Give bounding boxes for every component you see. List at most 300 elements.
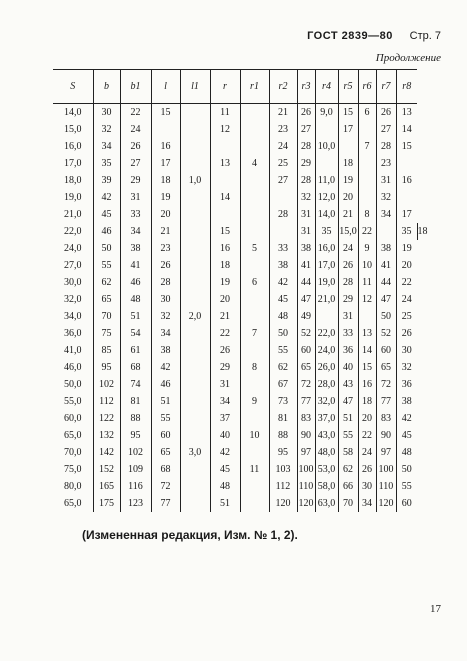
table-cell: 18,0 bbox=[64, 175, 82, 186]
table-row bbox=[53, 138, 428, 155]
table-cell: 15 bbox=[396, 138, 417, 155]
table-cell: 30 bbox=[358, 478, 376, 495]
continuation-label: Продолжение bbox=[375, 52, 441, 64]
table-cell bbox=[358, 189, 376, 206]
table-cell: 43,0 bbox=[315, 427, 338, 444]
table-cell: 25 bbox=[269, 155, 297, 172]
table-cell: 34 bbox=[120, 223, 151, 240]
column-header: r2 bbox=[269, 70, 297, 104]
table-cell: 13 bbox=[396, 104, 417, 122]
table-cell: 43 bbox=[338, 376, 358, 393]
table-cell: 36 bbox=[396, 376, 417, 393]
table-cell: 85 bbox=[93, 342, 120, 359]
table-cell: 29 bbox=[338, 291, 358, 308]
table-cell: 102 bbox=[120, 444, 151, 461]
table-cell: 52 bbox=[376, 325, 396, 342]
revision-note: (Измененная редакция, Изм. № 1, 2). bbox=[82, 528, 298, 542]
table-cell: 77 bbox=[151, 495, 180, 512]
column-header: b1 bbox=[120, 70, 151, 104]
table-cell bbox=[240, 104, 269, 122]
table-cell: 65,0 bbox=[64, 430, 82, 441]
table-cell: 70 bbox=[338, 495, 358, 512]
table-cell: 90 bbox=[376, 427, 396, 444]
table-row bbox=[53, 359, 428, 376]
table-cell: 116 bbox=[120, 478, 151, 495]
table-cell: 65,0 bbox=[64, 498, 82, 509]
table-cell: 26 bbox=[120, 138, 151, 155]
table-cell: 88 bbox=[269, 427, 297, 444]
table-cell: 6 bbox=[240, 274, 269, 291]
table-cell: 81 bbox=[269, 410, 297, 427]
table-cell: 50 bbox=[376, 308, 396, 325]
table-cell: 16 bbox=[151, 138, 180, 155]
table-row bbox=[53, 291, 428, 308]
table-cell: 16 bbox=[210, 240, 240, 257]
table-row bbox=[53, 461, 428, 478]
table-cell: 34 bbox=[151, 325, 180, 342]
table-cell: 15 bbox=[151, 104, 180, 122]
table-cell: 40 bbox=[210, 427, 240, 444]
table-cell: 41,0 bbox=[64, 345, 82, 356]
table-cell bbox=[210, 172, 240, 189]
table-cell: 38 bbox=[120, 240, 151, 257]
table-row bbox=[53, 427, 428, 444]
table-cell: 55 bbox=[93, 257, 120, 274]
table-cell: 32,0 bbox=[64, 294, 82, 305]
table-cell: 70 bbox=[93, 308, 120, 325]
table-cell: 10 bbox=[358, 257, 376, 274]
table-cell: 21,0 bbox=[64, 209, 82, 220]
table-cell: 83 bbox=[297, 410, 315, 427]
table-cell: 55 bbox=[396, 478, 417, 495]
table-cell: 17,0 bbox=[64, 158, 82, 169]
table-cell: 37 bbox=[210, 410, 240, 427]
table-cell: 22,0 bbox=[64, 226, 82, 237]
table-cell: 45 bbox=[210, 461, 240, 478]
table-cell: 19,0 bbox=[315, 274, 338, 291]
table-cell bbox=[180, 189, 210, 206]
table-cell: 28 bbox=[338, 274, 358, 291]
table-cell: 95 bbox=[120, 427, 151, 444]
table-cell: 15 bbox=[358, 359, 376, 376]
table-cell: 10 bbox=[240, 427, 269, 444]
table-cell: 75 bbox=[93, 325, 120, 342]
table-cell: 19 bbox=[151, 189, 180, 206]
table-cell: 54 bbox=[120, 325, 151, 342]
table-row bbox=[53, 376, 428, 393]
table-cell: 88 bbox=[120, 410, 151, 427]
table-cell bbox=[180, 410, 210, 427]
table-cell bbox=[358, 121, 376, 138]
table-cell: 51 bbox=[210, 495, 240, 512]
table-cell bbox=[358, 155, 376, 172]
table-cell: 21,0 bbox=[315, 291, 338, 308]
table-cell: 18 bbox=[210, 257, 240, 274]
table-cell: 26 bbox=[338, 257, 358, 274]
table-cell bbox=[358, 308, 376, 325]
table-cell: 14 bbox=[396, 121, 417, 138]
table-cell: 51 bbox=[338, 410, 358, 427]
table-cell bbox=[210, 206, 240, 223]
table-cell: 31 bbox=[338, 308, 358, 325]
table-cell: 19 bbox=[338, 172, 358, 189]
table-cell: 27 bbox=[269, 172, 297, 189]
table-cell: 30 bbox=[151, 291, 180, 308]
table-cell: 28 bbox=[269, 206, 297, 223]
column-header: r5 bbox=[338, 70, 358, 104]
table-cell: 30 bbox=[93, 104, 120, 122]
table-row bbox=[53, 172, 428, 189]
table-cell: 67 bbox=[269, 376, 297, 393]
table-cell: 6 bbox=[358, 104, 376, 122]
table-cell: 9 bbox=[358, 240, 376, 257]
column-header: r3 bbox=[297, 70, 315, 104]
table-cell: 142 bbox=[93, 444, 120, 461]
table-cell: 95 bbox=[269, 444, 297, 461]
table-cell: 22 bbox=[358, 427, 376, 444]
table-cell: 42 bbox=[210, 444, 240, 461]
column-header: r7 bbox=[376, 70, 396, 104]
column-header: r6 bbox=[358, 70, 376, 104]
table-cell: 46 bbox=[120, 274, 151, 291]
table-cell: 19 bbox=[210, 274, 240, 291]
table-cell: 45 bbox=[396, 427, 417, 444]
table-cell: 24 bbox=[269, 138, 297, 155]
table-cell: 34 bbox=[376, 206, 396, 223]
table-cell: 8 bbox=[240, 359, 269, 376]
table-cell: 123 bbox=[120, 495, 151, 512]
table-cell: 120 bbox=[297, 495, 315, 512]
table-cell: 34,0 bbox=[64, 311, 82, 322]
table-cell bbox=[240, 223, 269, 240]
table-cell: 36 bbox=[338, 342, 358, 359]
table-cell: 152 bbox=[93, 461, 120, 478]
table-cell: 75,0 bbox=[64, 464, 82, 475]
table-cell: 8 bbox=[358, 206, 376, 223]
table-body bbox=[53, 104, 428, 513]
table-cell: 9,0 bbox=[315, 104, 338, 122]
table-cell: 15,0 bbox=[64, 124, 82, 135]
table-cell: 17 bbox=[338, 121, 358, 138]
table-cell: 18 bbox=[151, 172, 180, 189]
table-cell: 28 bbox=[297, 138, 315, 155]
table-cell bbox=[315, 308, 338, 325]
table-cell bbox=[240, 189, 269, 206]
page-label: Стр. 7 bbox=[409, 30, 441, 42]
table-cell: 65 bbox=[376, 359, 396, 376]
table-cell: 14 bbox=[210, 189, 240, 206]
table-cell: 48 bbox=[396, 444, 417, 461]
table-cell: 31 bbox=[297, 223, 315, 240]
table-cell bbox=[240, 342, 269, 359]
table-cell: 102 bbox=[93, 376, 120, 393]
table-cell: 35 bbox=[396, 223, 417, 240]
table-row bbox=[53, 240, 428, 257]
table-cell: 32 bbox=[151, 308, 180, 325]
table-cell: 55 bbox=[151, 410, 180, 427]
table-row bbox=[53, 155, 428, 172]
table-cell: 42 bbox=[269, 274, 297, 291]
table-cell: 47 bbox=[338, 393, 358, 410]
table-cell: 97 bbox=[376, 444, 396, 461]
table-cell: 80,0 bbox=[64, 481, 82, 492]
table-cell: 20 bbox=[210, 291, 240, 308]
table-cell: 97 bbox=[297, 444, 315, 461]
table-cell: 50 bbox=[396, 461, 417, 478]
table-cell: 58,0 bbox=[315, 478, 338, 495]
table-cell: 21 bbox=[151, 223, 180, 240]
table-cell: 14,0 bbox=[315, 206, 338, 223]
table-cell: 90 bbox=[297, 427, 315, 444]
table-cell bbox=[269, 223, 297, 240]
table-cell: 26 bbox=[210, 342, 240, 359]
table-cell bbox=[180, 495, 210, 512]
table-cell: 109 bbox=[120, 461, 151, 478]
table-cell bbox=[180, 138, 210, 155]
table-cell: 62 bbox=[93, 274, 120, 291]
table-cell: 23 bbox=[269, 121, 297, 138]
table-row bbox=[53, 104, 428, 122]
table-cell: 27,0 bbox=[64, 260, 82, 271]
table-cell: 22,0 bbox=[315, 325, 338, 342]
table-cell: 17 bbox=[151, 155, 180, 172]
table-cell bbox=[240, 172, 269, 189]
table-cell bbox=[180, 359, 210, 376]
table-cell: 51 bbox=[151, 393, 180, 410]
table-cell: 60 bbox=[376, 342, 396, 359]
table-cell: 122 bbox=[93, 410, 120, 427]
table-cell: 31 bbox=[120, 189, 151, 206]
table-cell: 26 bbox=[151, 257, 180, 274]
table-cell: 22 bbox=[120, 104, 151, 122]
table-cell: 46,0 bbox=[64, 362, 82, 373]
table-cell: 44 bbox=[376, 274, 396, 291]
table-cell: 19 bbox=[396, 240, 417, 257]
table-cell: 27 bbox=[376, 121, 396, 138]
table-cell: 29 bbox=[297, 155, 315, 172]
table-row bbox=[53, 444, 428, 461]
table-cell: 33 bbox=[269, 240, 297, 257]
table-cell: 20 bbox=[151, 206, 180, 223]
table-cell: 175 bbox=[93, 495, 120, 512]
table-cell: 15 bbox=[210, 223, 240, 240]
table-cell: 41 bbox=[297, 257, 315, 274]
table-cell: 31 bbox=[297, 206, 315, 223]
table-cell: 18 bbox=[358, 393, 376, 410]
table-cell: 28 bbox=[151, 274, 180, 291]
table-cell: 17 bbox=[396, 206, 417, 223]
table-cell: 21 bbox=[338, 206, 358, 223]
table-cell bbox=[240, 376, 269, 393]
table-cell: 39 bbox=[93, 172, 120, 189]
table-cell bbox=[240, 495, 269, 512]
table-cell: 63,0 bbox=[315, 495, 338, 512]
table-cell bbox=[240, 138, 269, 155]
table-row bbox=[53, 257, 428, 274]
table-cell: 65 bbox=[297, 359, 315, 376]
table-row bbox=[53, 308, 428, 325]
table-cell: 55,0 bbox=[64, 396, 82, 407]
table-cell: 21 bbox=[269, 104, 297, 122]
table-cell bbox=[180, 427, 210, 444]
table-row bbox=[53, 495, 428, 512]
table-cell bbox=[180, 223, 210, 240]
table-cell bbox=[180, 291, 210, 308]
table-cell: 20 bbox=[358, 410, 376, 427]
table-cell: 77 bbox=[297, 393, 315, 410]
table-cell bbox=[396, 155, 417, 172]
table-row bbox=[53, 325, 428, 342]
table-cell: 61 bbox=[120, 342, 151, 359]
table-cell: 5 bbox=[240, 240, 269, 257]
table-cell: 16 bbox=[396, 172, 417, 189]
table-cell: 16,0 bbox=[64, 141, 82, 152]
table-row bbox=[53, 342, 428, 359]
table-cell: 21 bbox=[210, 308, 240, 325]
table-cell: 83 bbox=[376, 410, 396, 427]
table-row bbox=[53, 223, 428, 240]
table-cell: 65 bbox=[151, 444, 180, 461]
table-cell bbox=[180, 376, 210, 393]
table-cell: 60 bbox=[151, 427, 180, 444]
column-header: r8 bbox=[396, 70, 417, 104]
table-cell: 24 bbox=[358, 444, 376, 461]
table-cell bbox=[180, 206, 210, 223]
table-cell: 13 bbox=[210, 155, 240, 172]
table-cell: 27 bbox=[297, 121, 315, 138]
table-cell: 42 bbox=[396, 410, 417, 427]
table-cell: 28 bbox=[376, 138, 396, 155]
table-cell bbox=[358, 172, 376, 189]
table-cell: 62 bbox=[269, 359, 297, 376]
table-cell bbox=[240, 444, 269, 461]
table-cell bbox=[180, 342, 210, 359]
table-cell: 77 bbox=[376, 393, 396, 410]
table-cell: 45 bbox=[93, 206, 120, 223]
table-cell bbox=[180, 274, 210, 291]
table-cell: 26 bbox=[297, 104, 315, 122]
column-header: S bbox=[53, 70, 93, 104]
table-cell: 15 bbox=[338, 104, 358, 122]
table-cell: 48,0 bbox=[315, 444, 338, 461]
table-cell: 17,0 bbox=[315, 257, 338, 274]
table-cell: 48 bbox=[269, 308, 297, 325]
table-cell: 38 bbox=[396, 393, 417, 410]
table-cell: 35 bbox=[93, 155, 120, 172]
table-cell: 23 bbox=[151, 240, 180, 257]
table-cell: 31 bbox=[376, 172, 396, 189]
column-header: r4 bbox=[315, 70, 338, 104]
table-cell: 22 bbox=[396, 274, 417, 291]
table-cell: 26 bbox=[376, 104, 396, 122]
table-row bbox=[53, 478, 428, 495]
table-cell: 10,0 bbox=[315, 138, 338, 155]
table-cell: 65 bbox=[93, 291, 120, 308]
table-cell: 24 bbox=[396, 291, 417, 308]
table-cell: 38 bbox=[151, 342, 180, 359]
table-cell: 33 bbox=[338, 325, 358, 342]
table-cell bbox=[240, 291, 269, 308]
table-cell: 66 bbox=[338, 478, 358, 495]
table-cell: 50 bbox=[269, 325, 297, 342]
table-cell: 47 bbox=[376, 291, 396, 308]
table-cell: 18 bbox=[338, 155, 358, 172]
table-cell bbox=[240, 478, 269, 495]
table-cell: 42 bbox=[93, 189, 120, 206]
table-cell bbox=[180, 325, 210, 342]
table-cell: 81 bbox=[120, 393, 151, 410]
table-cell: 34 bbox=[358, 495, 376, 512]
table-cell: 1,0 bbox=[180, 172, 210, 189]
table-cell bbox=[210, 138, 240, 155]
table-cell: 25 bbox=[396, 308, 417, 325]
table-cell: 32 bbox=[376, 189, 396, 206]
table-cell: 9 bbox=[240, 393, 269, 410]
table-cell: 24 bbox=[120, 121, 151, 138]
table-cell bbox=[269, 189, 297, 206]
table-cell: 15,0 bbox=[338, 223, 358, 240]
table-cell: 26 bbox=[396, 325, 417, 342]
table-row bbox=[53, 410, 428, 427]
page-header bbox=[307, 30, 441, 42]
table-cell: 26 bbox=[358, 461, 376, 478]
table-cell bbox=[315, 155, 338, 172]
column-header: r bbox=[210, 70, 240, 104]
table-cell: 20 bbox=[338, 189, 358, 206]
table-cell: 11,0 bbox=[315, 172, 338, 189]
table-cell: 58 bbox=[338, 444, 358, 461]
table-cell: 24,0 bbox=[315, 342, 338, 359]
table-cell: 95 bbox=[93, 359, 120, 376]
standard-number: ГОСТ 2839—80 bbox=[307, 30, 393, 42]
table-cell: 4 bbox=[240, 155, 269, 172]
table-cell bbox=[240, 410, 269, 427]
table-cell: 31 bbox=[210, 376, 240, 393]
table-cell: 7 bbox=[358, 138, 376, 155]
table-cell bbox=[180, 155, 210, 172]
table-row bbox=[53, 206, 428, 223]
table-cell: 45 bbox=[269, 291, 297, 308]
table-cell: 100 bbox=[376, 461, 396, 478]
table-row bbox=[53, 121, 428, 138]
table-cell bbox=[180, 461, 210, 478]
table-cell: 46 bbox=[93, 223, 120, 240]
table-cell: 23 bbox=[376, 155, 396, 172]
table-cell: 72 bbox=[297, 376, 315, 393]
table-cell: 33 bbox=[120, 206, 151, 223]
table-cell: 41 bbox=[376, 257, 396, 274]
table-cell: 29 bbox=[120, 172, 151, 189]
table-cell: 120 bbox=[269, 495, 297, 512]
table-cell: 12 bbox=[210, 121, 240, 138]
table-cell: 13 bbox=[358, 325, 376, 342]
table-cell: 11 bbox=[240, 461, 269, 478]
table-cell: 14,0 bbox=[64, 107, 82, 118]
table-row bbox=[53, 393, 428, 410]
table-cell: 72 bbox=[151, 478, 180, 495]
column-header: r1 bbox=[240, 70, 269, 104]
table-cell bbox=[180, 104, 210, 122]
table-cell: 48 bbox=[120, 291, 151, 308]
table-cell: 70,0 bbox=[64, 447, 82, 458]
column-header: l1 bbox=[180, 70, 210, 104]
table-cell: 27 bbox=[120, 155, 151, 172]
table-cell: 28 bbox=[297, 172, 315, 189]
table-row bbox=[53, 189, 428, 206]
table-cell bbox=[315, 121, 338, 138]
table-cell: 26,0 bbox=[315, 359, 338, 376]
table-cell bbox=[376, 223, 396, 240]
